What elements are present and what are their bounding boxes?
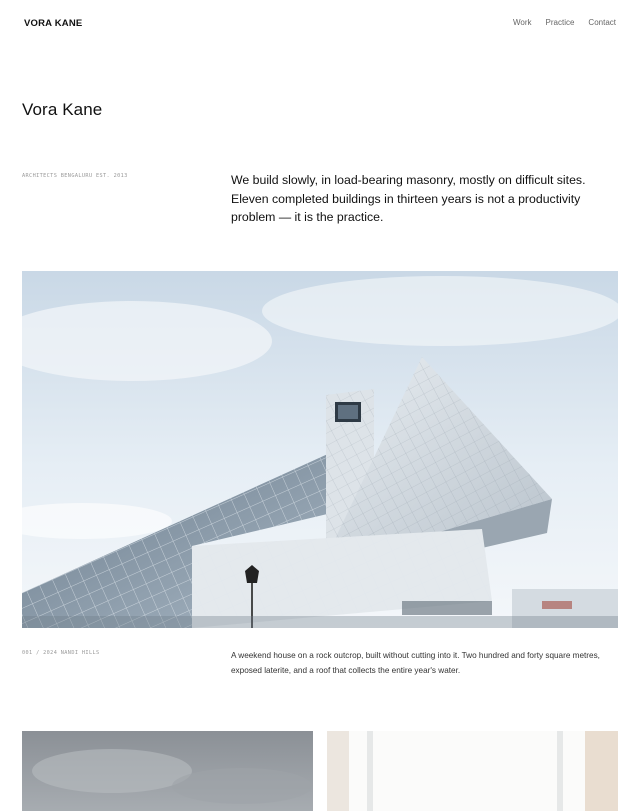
- project-tile-image[interactable]: [22, 731, 313, 811]
- nav-contact-link[interactable]: Contact: [588, 18, 616, 27]
- main-nav: [513, 18, 616, 27]
- brand-logo[interactable]: VORA KANE: [24, 18, 83, 29]
- page-title: Vora Kane: [22, 100, 103, 119]
- window-interior-photo: [327, 731, 618, 811]
- nav-work-link[interactable]: Work: [512, 18, 532, 27]
- project-tile-image[interactable]: [327, 731, 618, 811]
- building-photo: [22, 271, 618, 628]
- nav-practice-link[interactable]: Practice: [545, 18, 575, 27]
- project-meta: 001 / 2024 NANDI HILLS: [22, 650, 100, 656]
- studio-meta: ARCHITECTS BENGALURU EST. 2013: [22, 173, 128, 179]
- intro-statement: We build slowly, in load-bearing masonry, mostly on difficult sites. Eleven completed buildings in thirteen years is not a productivity problem — it is the practice.: [231, 173, 586, 225]
- project-caption: A weekend house on a rock outcrop, built without cutting into it. Two hundred and forty square metres, exposed laterite, and a roof that collects the entire year's water.: [231, 651, 600, 675]
- site-header: [0, 0, 640, 46]
- project-hero-image[interactable]: [22, 271, 618, 628]
- cloudy-sky-photo: [22, 731, 313, 811]
